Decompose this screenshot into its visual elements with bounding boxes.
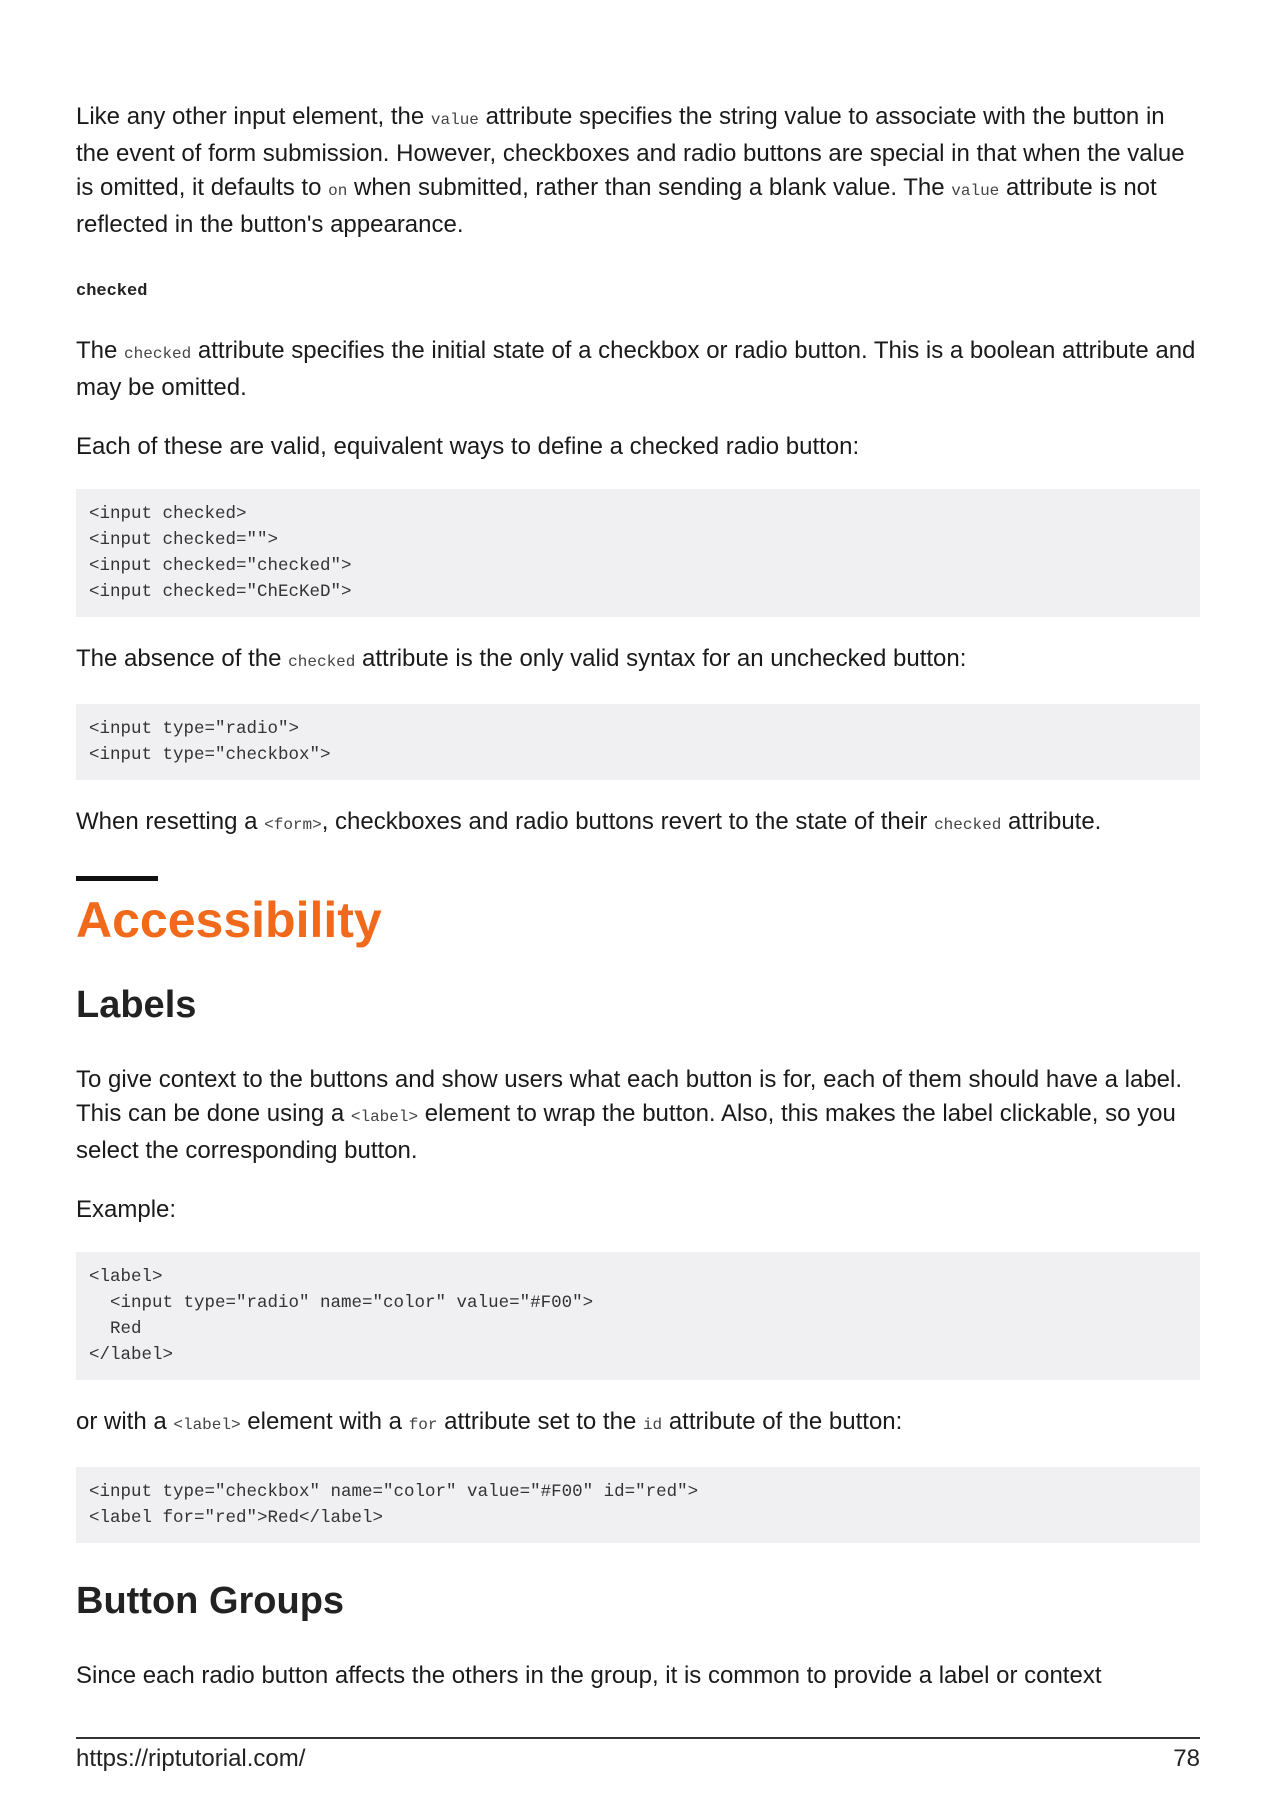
paragraph-value-attribute: [76, 100, 1200, 242]
paragraph-button-groups: Since each radio button affects the others in the group, it is common to provide a label or context: [76, 1662, 1102, 1689]
code-block-checked-variants: <input checked> <input checked=""> <input checked="checked"> <input checked="ChEcKeD">: [76, 489, 1200, 617]
paragraph-labels: [76, 1063, 1200, 1168]
paragraph-valid-ways: Each of these are valid, equivalent ways to define a checked radio button:: [76, 433, 860, 460]
document-page: [76, 100, 1200, 1718]
text: attribute is the only valid syntax for an unchecked button:: [355, 645, 967, 672]
subsection-title-labels: Labels: [76, 984, 197, 1026]
paragraph-example: Example:: [76, 1196, 177, 1223]
inline-code: on: [328, 182, 348, 200]
text: element to wrap the button. Also, this makes the label clickable, so you select the corresponding button.: [76, 1100, 1176, 1164]
inline-code: checked: [288, 653, 356, 671]
text: attribute is not reflected in the button's appearance.: [76, 174, 1157, 238]
paragraph-label-for: [76, 1405, 1200, 1442]
paragraph-checked-attribute: [76, 334, 1200, 405]
inline-code: id: [642, 1416, 663, 1434]
page-number: 78: [1173, 1745, 1200, 1772]
page-footer: [76, 1737, 1200, 1773]
text: attribute of the button:: [662, 1408, 903, 1435]
inline-code: <label>: [350, 1108, 419, 1126]
text: When resetting a: [76, 808, 265, 835]
inline-code: <label>: [173, 1416, 241, 1434]
code-block-label-for: <input type="checkbox" name="color" value="#F00" id="red"> <label for="red">Red</label>: [76, 1467, 1200, 1543]
text: Like any other input element, the: [76, 103, 431, 130]
inline-code: <form>: [264, 816, 322, 834]
text: attribute specifies the string value to associate with the button in the event of form submission. However, checkboxes and radio buttons are special in that when the value is omitted, it defaults to: [76, 103, 1185, 201]
text: attribute.: [1001, 808, 1102, 835]
text: or with a: [76, 1408, 174, 1435]
paragraph-reset: [76, 805, 1200, 842]
footer-url-link[interactable]: https://riptutorial.com/: [76, 1745, 306, 1772]
text: , checkboxes and radio buttons revert to the state of their: [321, 808, 935, 835]
inline-code: checked: [934, 816, 1002, 834]
paragraph-absence: [76, 642, 1200, 679]
inline-code: value: [951, 182, 1000, 200]
text: attribute set to the: [437, 1408, 643, 1435]
section-title-accessibility: Accessibility: [76, 892, 382, 948]
text: The: [76, 337, 125, 364]
text: To give context to the buttons and show users what each button is for, each of them should have a label. This can be done using a: [76, 1066, 1183, 1127]
inline-code: checked: [124, 345, 192, 363]
inline-code: value: [430, 111, 479, 129]
code-block-unchecked: <input type="radio"> <input type="checkbox">: [76, 704, 1200, 780]
text: element with a: [240, 1408, 409, 1435]
code-block-label-wrap: <label> <input type="radio" name="color" value="#F00"> Red </label>: [76, 1252, 1200, 1380]
inline-code: for: [408, 1416, 438, 1434]
subsection-title-button-groups: Button Groups: [76, 1580, 345, 1622]
text: The absence of the: [76, 645, 289, 672]
text: attribute specifies the initial state of a checkbox or radio button. This is a boolean attribute and may be omitted.: [76, 337, 1196, 401]
text: when submitted, rather than sending a blank value. The: [347, 174, 952, 201]
attribute-heading-checked: checked: [76, 282, 148, 301]
heading-rule: [76, 876, 158, 881]
